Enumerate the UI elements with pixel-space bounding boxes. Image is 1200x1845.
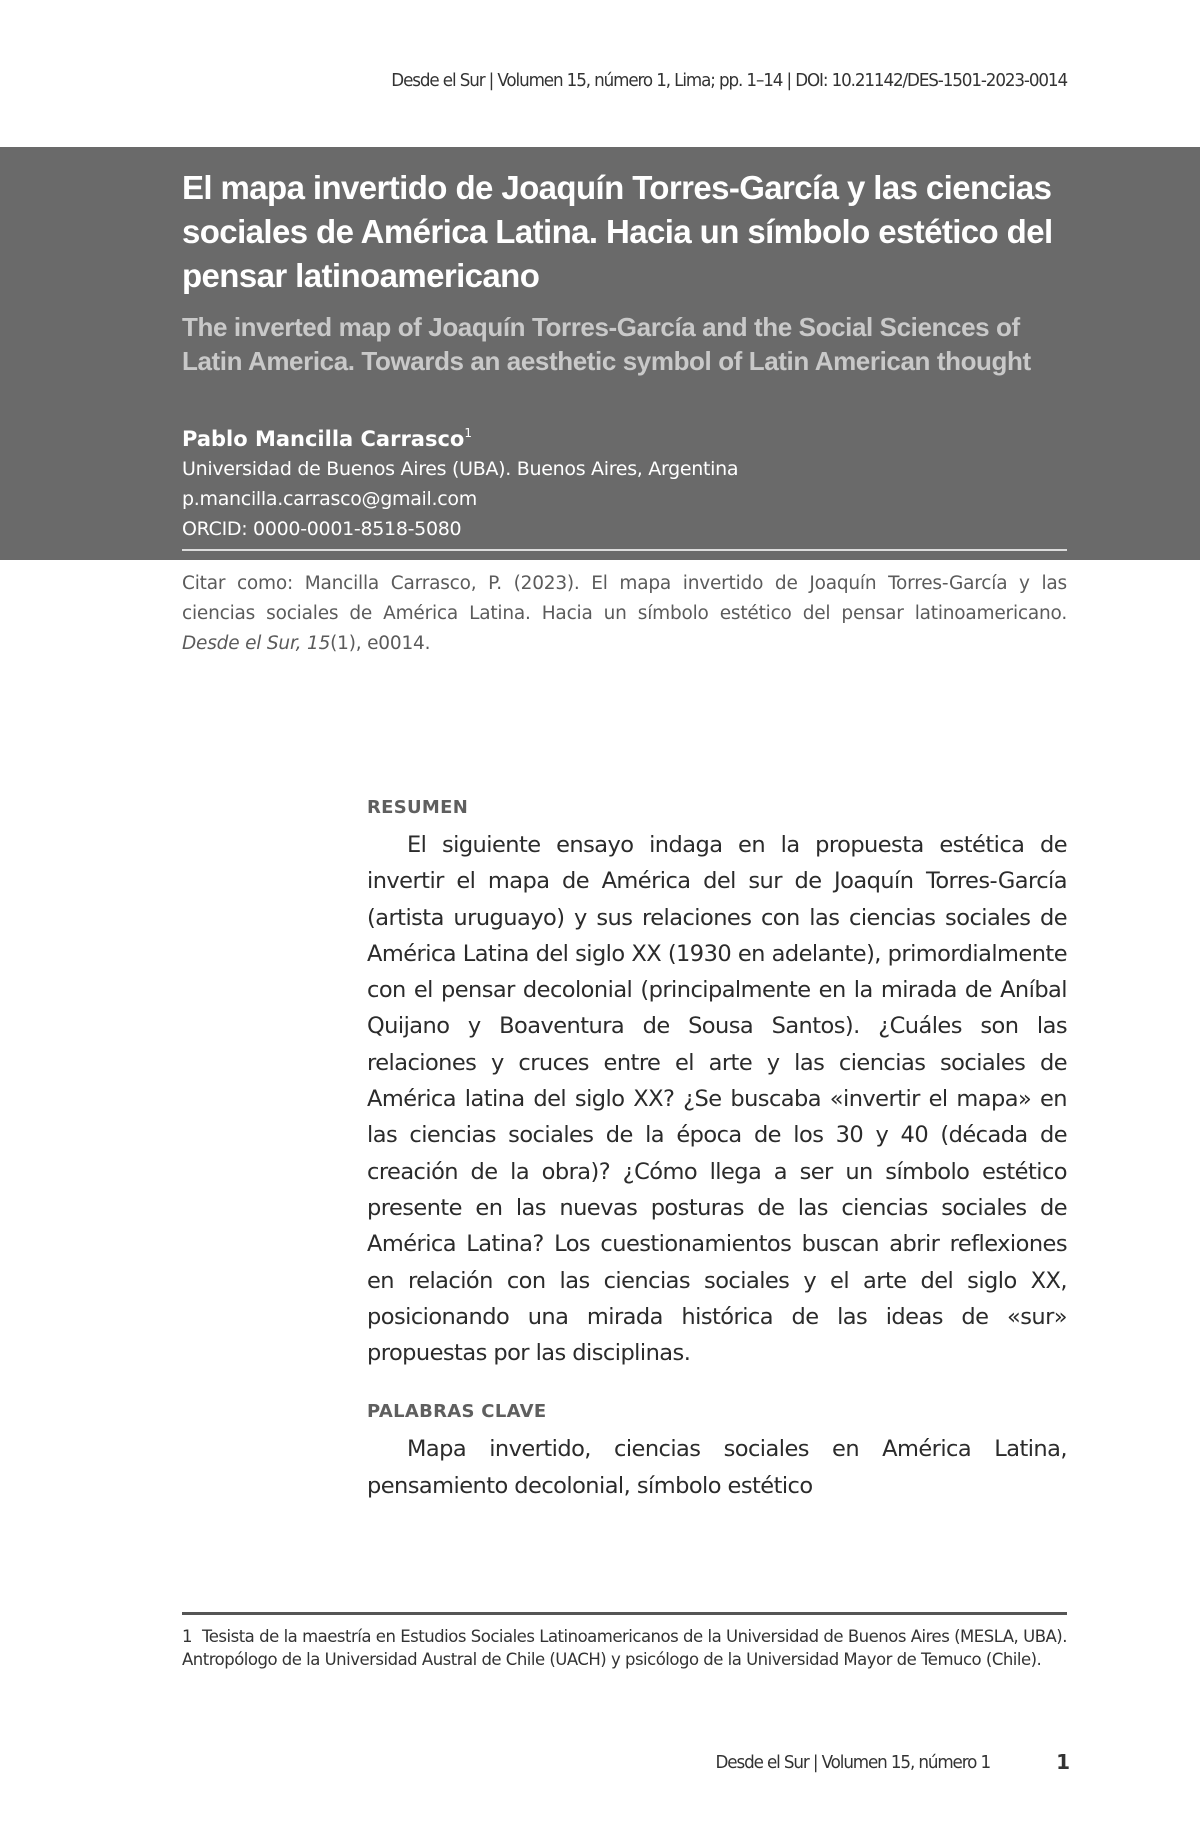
footnote-divider (182, 1612, 1067, 1615)
author-block (182, 418, 1067, 544)
author-name: Pablo Mancilla Carrasco (182, 427, 465, 451)
footnote-ref[interactable]: 1 (464, 426, 472, 440)
author-orcid[interactable]: ORCID: 0000-0001-8518-5080 (182, 518, 462, 540)
running-head: Desde el Sur | Volumen 15, número 1, Lima; pp. 1–14 | DOI: 10.21142/DES-1501-2023-0014 (391, 70, 1067, 91)
article-subtitle: The inverted map of Joaquín Torres-García and the Social Sciences of Latin America. Towards an aesthetic symbol of Latin American thought (182, 312, 1031, 376)
page-number: 1 (1056, 1750, 1070, 1774)
footnote (182, 1625, 1067, 1671)
author-name-line (182, 418, 1067, 454)
keywords-text: Mapa invertido, ciencias sociales en América Latina, pensamiento decolonial, símbolo estético (367, 1436, 1067, 1499)
footer-journal: Desde el Sur | Volumen 15, número 1 (715, 1752, 990, 1773)
article-title: El mapa invertido de Joaquín Torres-García y las ciencias sociales de América Latina. Hacia un símbolo estético del pensar latinoamericano (182, 169, 1053, 294)
citation-label: Citar como: (182, 573, 294, 594)
author-affiliation: Universidad de Buenos Aires (UBA). Buenos Aires, Argentina (182, 458, 739, 480)
banner-divider (182, 549, 1067, 551)
keywords-heading: PALABRAS CLAVE (367, 1401, 547, 1423)
author-email[interactable]: p.mancilla.carrasco@gmail.com (182, 488, 477, 510)
footnote-number: 1 (182, 1627, 192, 1646)
citation-text: Mancilla Carrasco, P. (2023). El mapa invertido de Joaquín Torres-García y las ciencias sociales de América Latina. Hacia un símbolo estético del pensar latinoamericano. (182, 573, 1067, 624)
citation-issue: (1), e0014. (330, 633, 431, 654)
abstract-heading: RESUMEN (367, 797, 469, 818)
citation (182, 569, 1067, 659)
footnote-text: Tesista de la maestría en Estudios Sociales Latinoamericanos de la Universidad de Buenos Aires (MESLA, UBA). Antropólogo de la Universidad Austral de Chile (UACH) y psicólogo de la Universidad Mayor de Temuco (Chile). (182, 1627, 1067, 1669)
abstract-text: El siguiente ensayo indaga en la propuesta estética de invertir el mapa de América del sur de Joaquín Torres-García (artista uruguayo) y sus relaciones con las ciencias sociales de América Latina del siglo XX (1930 en adelante), primordialmente con el pensar decolonial (principalmente en la mirada de Aníbal Quijano y Boaventura de Sousa Santos). ¿Cuáles son las relaciones y cruces entre el arte y las ciencias sociales de América latina del siglo XX? ¿Se buscaba «invertir el mapa» en las ciencias sociales de la época de los 30 y 40 (década de creación de la obra)? ¿Cómo llega a ser un símbolo estético presente en las nuevas posturas de las ciencias sociales de América Latina? Los cuestionamientos buscan abrir reflexiones en relación con las ciencias sociales y el arte del siglo XX, posicionando una mirada histórica de las ideas de «sur» propuestas por las disciplinas. (367, 832, 1067, 1367)
citation-journal: Desde el Sur, 15 (182, 633, 331, 654)
abstract-section (367, 795, 1067, 1504)
